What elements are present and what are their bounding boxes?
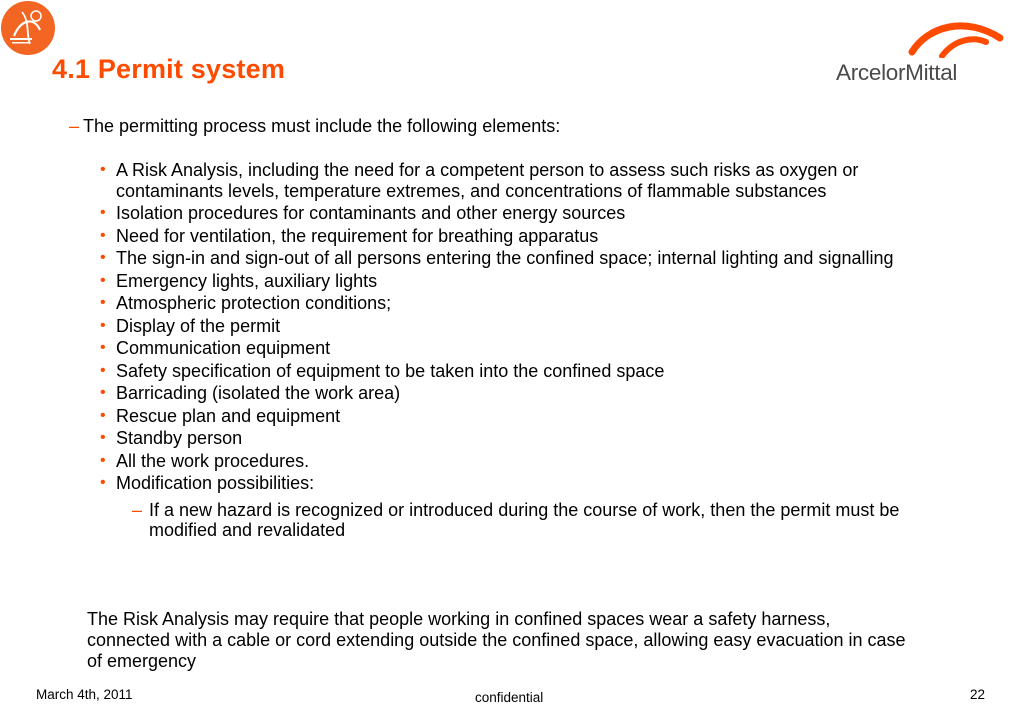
- bullet-icon: •: [100, 384, 106, 401]
- bullet-icon: •: [100, 474, 106, 491]
- footer-date: March 4th, 2011: [36, 687, 133, 702]
- list-item-text: Modification possibilities:: [116, 473, 315, 493]
- bullet-icon: •: [100, 271, 106, 289]
- bullet-icon: •: [100, 226, 106, 244]
- sub-list-item-text: If a new hazard is recognized or introduced during the course of work, then the permit must be modified and revalidated: [149, 499, 900, 540]
- list-item-text: Safety specification of equipment to be taken into the confined space: [116, 360, 665, 381]
- list-item: [100, 271, 900, 292]
- list-item-text: Isolation procedures for contaminants and other energy sources: [116, 203, 626, 223]
- requirements-list: [100, 160, 900, 543]
- list-item-text: All the work procedures.: [116, 450, 310, 471]
- bullet-icon: •: [100, 316, 106, 334]
- list-item-text: A Risk Analysis, including the need for a competent person to assess such risks as oxygen or contaminants levels, temperature extremes, and concentrations of flammable substances: [116, 160, 859, 201]
- list-item: [100, 361, 900, 382]
- bullet-icon: •: [100, 294, 106, 311]
- arcelormittal-swoosh-icon: [906, 18, 1006, 58]
- list-item-text: Standby person: [116, 428, 243, 448]
- intro-line: [69, 116, 560, 137]
- arcelormittal-logo: [836, 18, 1006, 90]
- bullet-icon: •: [100, 429, 106, 446]
- logo-wordmark: ArcelorMittal: [836, 60, 958, 85]
- bullet-icon: •: [100, 161, 106, 178]
- list-item: [100, 383, 900, 404]
- bullet-icon: •: [100, 204, 106, 221]
- page-number: 22: [970, 687, 986, 702]
- bullet-icon: •: [100, 339, 106, 356]
- closing-paragraph: The Risk Analysis may require that people working in confined spaces wear a safety harness, connected with a cable or cord extending outside the confined space, allowing easy evacuation in case of emergency: [87, 609, 906, 671]
- bullet-icon: •: [100, 451, 106, 469]
- sub-list-item: [132, 500, 909, 541]
- list-item: [100, 451, 900, 472]
- list-item: [100, 406, 900, 427]
- page-title: 4.1 Permit system: [52, 54, 286, 84]
- list-item-text: Need for ventilation, the requirement for breathing apparatus: [116, 225, 599, 246]
- list-item-text: Rescue plan and equipment: [116, 405, 341, 426]
- orange-circle-badge-icon: [0, 0, 56, 56]
- list-item: [100, 316, 900, 337]
- list-item-text: Communication equipment: [116, 338, 331, 358]
- list-item: [100, 203, 900, 224]
- bullet-icon: •: [100, 249, 106, 266]
- list-item: [100, 428, 900, 449]
- list-item-text: Barricading (isolated the work area): [116, 383, 401, 403]
- list-item-text: Display of the permit: [116, 315, 281, 336]
- list-item: [100, 226, 900, 247]
- list-item: [100, 160, 900, 201]
- list-item-text: Emergency lights, auxiliary lights: [116, 270, 378, 291]
- bullet-icon: •: [100, 406, 106, 424]
- footer-confidential: confidential: [475, 690, 544, 705]
- dash-marker: –: [132, 499, 143, 520]
- dash-marker: –: [69, 116, 80, 136]
- bullet-icon: •: [100, 361, 106, 379]
- list-item: [100, 338, 900, 359]
- list-item-text: Atmospheric protection conditions;: [116, 293, 392, 313]
- list-item: [100, 293, 900, 314]
- list-item: [100, 473, 900, 541]
- list-item-text: The sign-in and sign-out of all persons entering the confined space; internal lighting and signalling: [116, 248, 894, 268]
- list-item: [100, 248, 900, 269]
- intro-text: The permitting process must include the following elements:: [83, 116, 561, 136]
